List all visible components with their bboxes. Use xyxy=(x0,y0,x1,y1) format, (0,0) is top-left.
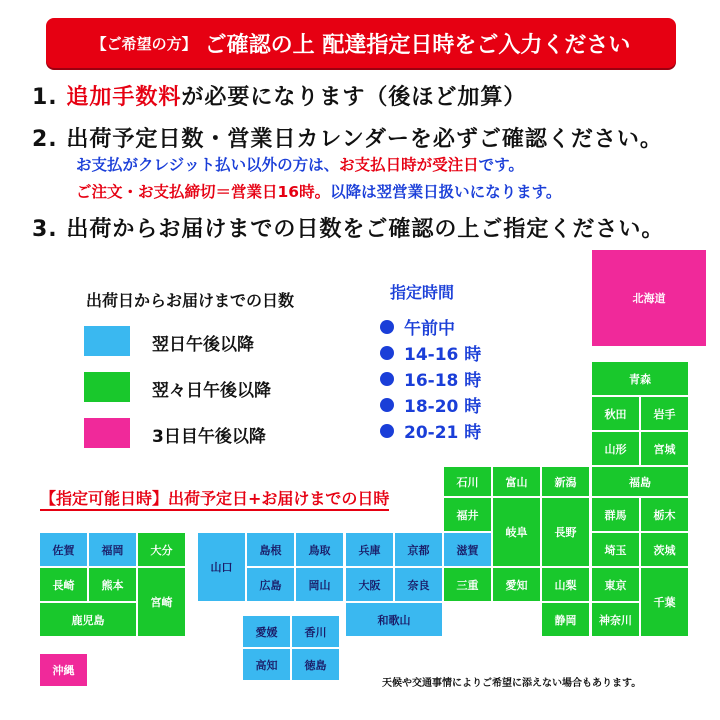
header-banner xyxy=(46,18,676,68)
time-label: 午前中 xyxy=(404,319,455,339)
region-saitama: 埼玉 xyxy=(592,533,639,566)
payment-note-b: お支払日時が受注日 xyxy=(339,156,479,174)
region-saga: 佐賀 xyxy=(40,533,87,566)
region-fukushima: 福島 xyxy=(592,467,688,496)
time-label: 14-16 時 xyxy=(404,345,482,365)
region-mie: 三重 xyxy=(444,568,491,601)
region-kyoto: 京都 xyxy=(395,533,442,566)
region-okinawa: 沖縄 xyxy=(40,654,87,686)
region-osaka: 大阪 xyxy=(346,568,393,601)
region-shimane: 島根 xyxy=(247,533,294,566)
step-2-text: 出荷予定日数・営業日カレンダーを必ずご確認ください。 xyxy=(66,127,663,152)
map-title: 【指定可能日時】出荷予定日+お届けまでの日時 xyxy=(40,486,389,511)
step-2 xyxy=(32,122,663,153)
region-akita: 秋田 xyxy=(592,397,639,430)
region-tottori: 鳥取 xyxy=(296,533,343,566)
deadline-note xyxy=(76,180,561,202)
legend-label-blue: 翌日午後以降 xyxy=(152,335,254,355)
region-toyama: 富山 xyxy=(493,467,540,496)
time-title: 指定時間 xyxy=(390,283,455,302)
region-aichi: 愛知 xyxy=(493,568,540,601)
region-miyazaki: 宮崎 xyxy=(138,568,185,636)
region-shizuoka: 静岡 xyxy=(542,603,589,636)
step-1 xyxy=(32,80,526,111)
region-gifu: 岐阜 xyxy=(493,498,540,566)
time-option-2 xyxy=(380,340,481,365)
region-ibaraki: 茨城 xyxy=(641,533,688,566)
legend-swatch-blue xyxy=(84,326,130,356)
region-nara: 奈良 xyxy=(395,568,442,601)
bullet-icon xyxy=(380,320,394,334)
payment-note-c: です。 xyxy=(478,156,524,174)
banner-text: ご確認の上 配達指定日時をご入力ください xyxy=(204,32,631,58)
region-yamaguchi: 山口 xyxy=(198,533,245,601)
region-wakayama: 和歌山 xyxy=(346,603,442,636)
region-yamanashi: 山梨 xyxy=(542,568,589,601)
region-shiga: 滋賀 xyxy=(444,533,491,566)
step-2-number: 2. xyxy=(32,127,58,152)
region-gunma: 群馬 xyxy=(592,498,639,531)
deadline-note-a: ご注文・お支払締切＝営業日16時。 xyxy=(76,183,331,201)
time-option-3 xyxy=(380,366,481,391)
step-3-number: 3. xyxy=(32,217,58,242)
region-kagoshima: 鹿児島 xyxy=(40,603,136,636)
legend-label-pink: 3日目午後以降 xyxy=(152,427,266,447)
step-3-text: 出荷からお届けまでの日数をご確認の上ご指定ください。 xyxy=(66,217,665,242)
region-hokkaido: 北海道 xyxy=(592,250,706,346)
legend-swatch-green xyxy=(84,372,130,402)
region-kochi: 高知 xyxy=(243,649,290,680)
region-fukui: 福井 xyxy=(444,498,491,531)
legend-label-green: 翌々日午後以降 xyxy=(152,381,271,401)
time-option-5 xyxy=(380,418,481,443)
region-chiba: 千葉 xyxy=(641,568,688,636)
region-okayama: 岡山 xyxy=(296,568,343,601)
payment-note-a: お支払がクレジット払い以外の方は、 xyxy=(76,156,340,174)
region-ishikawa: 石川 xyxy=(444,467,491,496)
payment-note xyxy=(76,153,524,175)
region-kanagawa: 神奈川 xyxy=(592,603,639,636)
region-tokushima: 徳島 xyxy=(292,649,339,680)
region-fukuoka: 福岡 xyxy=(89,533,136,566)
region-tokyo: 東京 xyxy=(592,568,639,601)
region-hiroshima: 広島 xyxy=(247,568,294,601)
region-hyogo: 兵庫 xyxy=(346,533,393,566)
step-1-highlight: 追加手数料 xyxy=(66,85,182,110)
bullet-icon xyxy=(380,346,394,360)
region-oita: 大分 xyxy=(138,533,185,566)
region-aomori: 青森 xyxy=(592,362,688,395)
step-1-number: 1. xyxy=(32,85,58,110)
time-option-4 xyxy=(380,392,481,417)
deadline-note-b: 以降は翌営業日扱いになります。 xyxy=(330,183,562,201)
legend-title: 出荷日からお届けまでの日数 xyxy=(86,291,295,310)
time-option-1 xyxy=(380,314,455,339)
region-miyagi: 宮城 xyxy=(641,432,688,465)
banner-prefix: 【ご希望の方】 xyxy=(91,34,197,53)
region-kumamoto: 熊本 xyxy=(89,568,136,601)
bullet-icon xyxy=(380,372,394,386)
step-1-text: が必要になります（後ほど加算） xyxy=(181,85,527,110)
time-label: 16-18 時 xyxy=(404,371,482,391)
region-nagasaki: 長崎 xyxy=(40,568,87,601)
step-3 xyxy=(32,212,664,243)
bullet-icon xyxy=(380,398,394,412)
bullet-icon xyxy=(380,424,394,438)
region-iwate: 岩手 xyxy=(641,397,688,430)
footnote: 天候や交通事情によりご希望に添えない場合もあります。 xyxy=(382,678,642,689)
region-kagawa: 香川 xyxy=(292,616,339,647)
legend-swatch-pink xyxy=(84,418,130,448)
time-label: 18-20 時 xyxy=(404,397,482,417)
region-nagano: 長野 xyxy=(542,498,589,566)
region-ehime: 愛媛 xyxy=(243,616,290,647)
region-yamagata: 山形 xyxy=(592,432,639,465)
time-label: 20-21 時 xyxy=(404,423,482,443)
region-tochigi: 栃木 xyxy=(641,498,688,531)
region-niigata: 新潟 xyxy=(542,467,589,496)
